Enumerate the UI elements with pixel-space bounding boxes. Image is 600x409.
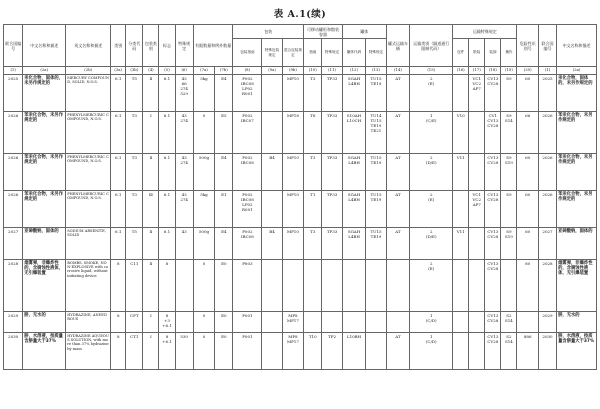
class-cell: 6.1 bbox=[111, 228, 126, 260]
label-cell: 8 +3 +6.1 bbox=[159, 312, 175, 333]
cn-name-right-cell: 苯汞化合物，未另作规定的 bbox=[557, 112, 597, 154]
col-pack-special: 特殊包装规定 bbox=[262, 39, 282, 67]
column-code: (19) bbox=[501, 67, 517, 75]
col-mixed-pack: 混合包装规定 bbox=[282, 39, 303, 67]
column-code: (9b) bbox=[282, 67, 303, 75]
col-sp-bulk: 散装 bbox=[469, 39, 485, 67]
col-limited-excepted: 有限数量和例外数量 bbox=[193, 25, 233, 67]
hazard-id-cell: 60 bbox=[517, 191, 538, 228]
tank-special-provision-cell bbox=[366, 333, 386, 370]
limited-qty-cell: 5kg bbox=[193, 191, 214, 228]
class-cell: 8 bbox=[111, 333, 126, 370]
column-code: (15) bbox=[410, 67, 453, 75]
un-no-cell: 2029 bbox=[4, 312, 23, 333]
mixed-packing-cell: MP18 bbox=[282, 112, 303, 154]
hazard-id-cell: 886 bbox=[517, 333, 538, 370]
excepted-qty-cell: E0 bbox=[215, 333, 233, 370]
class-code-cell: C11 bbox=[126, 260, 143, 312]
tank-special-cell: TP33 bbox=[322, 154, 342, 191]
column-code: (13) bbox=[366, 67, 386, 75]
packing-group-cell: Ⅲ bbox=[143, 191, 159, 228]
packing-special-cell bbox=[262, 112, 282, 154]
tank-code-cell: SGAH L4BH bbox=[342, 191, 366, 228]
tank-instruction-cell: T3 bbox=[304, 75, 322, 112]
cn-name-cell: 肼，无水的 bbox=[23, 312, 66, 333]
packing-group-cell: Ⅰ bbox=[143, 333, 159, 370]
cn-name-right-cell: 肼，水溶液，按质量含肼量大于37% bbox=[557, 333, 597, 370]
sp-operation-cell: S9 S19 bbox=[501, 154, 517, 191]
vehicle-cell bbox=[386, 260, 410, 312]
class-code-cell: T3 bbox=[126, 191, 143, 228]
sp-loading-cell: CV13 CV28 bbox=[485, 154, 501, 191]
en-name-cell: HYDRAZINE AQUEOUS SOLUTION, with more than 37% hydrazine by mass bbox=[66, 333, 111, 370]
packing-group-cell: Ⅱ bbox=[143, 260, 159, 312]
col-packing-group: 包装类别 bbox=[143, 25, 159, 67]
tank-code-cell bbox=[342, 260, 366, 312]
col-class: 类别 bbox=[111, 25, 126, 67]
sp-operation-cell: S9 bbox=[501, 75, 517, 112]
tank-special-cell: TP33 bbox=[322, 75, 342, 112]
class-cell: 6.1 bbox=[111, 154, 126, 191]
tank-special-provision-cell: TU14 TU15 TE19 TE21 bbox=[366, 112, 386, 154]
hazard-id-cell: 66 bbox=[517, 112, 538, 154]
column-code: (14) bbox=[386, 67, 410, 75]
excepted-qty-cell: E0 bbox=[215, 260, 233, 312]
un-no-right-cell: 2026 bbox=[538, 112, 556, 154]
packing-instruction-cell: P001 bbox=[233, 333, 262, 370]
un-no-cell: 2025 bbox=[4, 75, 23, 112]
limited-qty-cell: 0 bbox=[193, 112, 214, 154]
tank-special-provision-cell bbox=[366, 260, 386, 312]
table-row bbox=[4, 228, 597, 260]
column-code: (11) bbox=[322, 67, 342, 75]
excepted-qty-cell: E1 bbox=[215, 191, 233, 228]
limited-qty-cell: 500g bbox=[193, 228, 214, 260]
col-rtank-special: 特殊规定 bbox=[366, 39, 386, 67]
hazard-id-cell: 60 bbox=[517, 154, 538, 191]
column-code: (3b) bbox=[126, 67, 143, 75]
excepted-qty-cell: E4 bbox=[215, 154, 233, 191]
packing-instruction-cell: P002 IBC08 bbox=[233, 228, 262, 260]
sp-bulk-cell: VC1 VC2 AP7 bbox=[469, 191, 485, 228]
vehicle-cell: AT bbox=[386, 75, 410, 112]
label-cell: 6.1 bbox=[159, 154, 175, 191]
sp-operation-cell: S9 S19 bbox=[501, 228, 517, 260]
class-cell: 8 bbox=[111, 312, 126, 333]
tank-special-cell bbox=[322, 312, 342, 333]
packing-group-cell: Ⅱ bbox=[143, 75, 159, 112]
packing-special-cell: B4 bbox=[262, 154, 282, 191]
tank-code-cell: SGAH L4BH bbox=[342, 154, 366, 191]
packing-special-cell bbox=[262, 333, 282, 370]
special-provision-cell: 530 bbox=[175, 333, 193, 370]
sp-packages-cell bbox=[453, 75, 469, 112]
special-provision-cell: 43 274 bbox=[175, 191, 193, 228]
vehicle-cell bbox=[386, 312, 410, 333]
label-cell: 8 bbox=[159, 260, 175, 312]
col-group-tanks: 罐体 bbox=[342, 25, 386, 39]
column-code: (6) bbox=[175, 67, 193, 75]
sp-bulk-cell bbox=[469, 312, 485, 333]
sp-operation-cell: S9 S14 bbox=[501, 112, 517, 154]
col-group-packaging: 包装 bbox=[233, 25, 304, 39]
packing-special-cell: B4 bbox=[262, 228, 282, 260]
sp-loading-cell: CV1 CV13 CV28 bbox=[485, 112, 501, 154]
limited-qty-cell: 5kg bbox=[193, 75, 214, 112]
tank-code-cell: L10BH bbox=[342, 333, 366, 370]
table-row bbox=[4, 260, 597, 312]
cn-name-right-cell: 苯汞化合物，未另作规定的 bbox=[557, 154, 597, 191]
tank-special-provision-cell: TU15 TE19 bbox=[366, 75, 386, 112]
sp-packages-cell bbox=[453, 333, 469, 370]
un-no-right-cell: 2030 bbox=[538, 333, 556, 370]
packing-special-cell bbox=[262, 312, 282, 333]
transport-category-cell: 2 (D/E) bbox=[410, 154, 453, 191]
table-row bbox=[4, 154, 597, 191]
hazard-id-cell: 60 bbox=[517, 75, 538, 112]
col-transport-category: 运输类别（隧道通行限制代码） bbox=[410, 25, 453, 67]
vehicle-cell: AT bbox=[386, 154, 410, 191]
sp-packages-cell: V11 bbox=[453, 228, 469, 260]
column-code: (9a) bbox=[262, 67, 282, 75]
sp-loading-cell: CV13 CV28 bbox=[485, 75, 501, 112]
cn-name-right-cell: 苯汞化合物，未另作规定的 bbox=[557, 191, 597, 228]
tank-instruction-cell: T10 bbox=[304, 333, 322, 370]
vehicle-cell: AT bbox=[386, 112, 410, 154]
mixed-packing-cell: MP10 bbox=[282, 191, 303, 228]
packing-group-cell: Ⅰ bbox=[143, 312, 159, 333]
class-cell: 8 bbox=[111, 260, 126, 312]
un-no-right-cell: 2028 bbox=[538, 260, 556, 312]
col-en-name: 英文名称和描述 bbox=[66, 25, 111, 67]
packing-instruction-cell: P002 IBC08 bbox=[233, 154, 262, 191]
cn-name-right-cell: 汞化合物，固体的，未另作规定的 bbox=[557, 75, 597, 112]
sp-operation-cell: S9 bbox=[501, 191, 517, 228]
column-code: (5) bbox=[159, 67, 175, 75]
hazard-id-cell: 80 bbox=[517, 260, 538, 312]
packing-instruction-cell: P002 IBC08 LP02 R001 bbox=[233, 75, 262, 112]
table-row bbox=[4, 312, 597, 333]
column-code: (12) bbox=[342, 67, 366, 75]
en-name-cell: HYDRAZINE, ANHYDROUS bbox=[66, 312, 111, 333]
transport-category-cell: 2 (E) bbox=[410, 191, 453, 228]
transport-category-cell: 2 (E) bbox=[410, 260, 453, 312]
column-code: (4) bbox=[143, 67, 159, 75]
un-no-right-cell: 2029 bbox=[538, 312, 556, 333]
col-un-no-right: 联合国编号 bbox=[538, 25, 556, 67]
cn-name-cell: 苯汞化合物，未另作规定的 bbox=[23, 112, 66, 154]
sp-loading-cell: CV13 CV28 bbox=[485, 333, 501, 370]
dangerous-goods-table bbox=[3, 24, 597, 370]
sp-bulk-cell bbox=[469, 112, 485, 154]
tank-special-cell bbox=[322, 260, 342, 312]
mixed-packing-cell: MP10 bbox=[282, 154, 303, 191]
tank-special-cell: TP33 bbox=[322, 228, 342, 260]
class-code-cell: T5 bbox=[126, 75, 143, 112]
col-pack-instr: 包装指南 bbox=[233, 39, 262, 67]
un-no-right-cell: 2027 bbox=[538, 228, 556, 260]
table-row bbox=[4, 333, 597, 370]
sp-loading-cell: CV13 CV28 bbox=[485, 191, 501, 228]
col-hazard-id: 危险性识别号 bbox=[517, 25, 538, 67]
transport-category-cell: 1 (C/D) bbox=[410, 333, 453, 370]
tank-code-cell: S10AH L10CH bbox=[342, 112, 366, 154]
sp-bulk-cell bbox=[469, 333, 485, 370]
limited-qty-cell: 0 bbox=[193, 260, 214, 312]
col-tank-special: 特殊规定 bbox=[322, 39, 342, 67]
column-code: (8) bbox=[233, 67, 262, 75]
col-tank-instr: 指南 bbox=[304, 39, 322, 67]
packing-group-cell: Ⅱ bbox=[143, 154, 159, 191]
sp-bulk-cell bbox=[469, 154, 485, 191]
col-sp-operation: 操作 bbox=[501, 39, 517, 67]
packing-group-cell: Ⅰ bbox=[143, 112, 159, 154]
cn-name-cell: 苯汞化合物，未另作规定的 bbox=[23, 191, 66, 228]
column-code: (20) bbox=[517, 67, 538, 75]
packing-instruction-cell: P002 IBC08 LP02 R001 bbox=[233, 191, 262, 228]
en-name-cell: SODIUM ARSENITE, SOLID bbox=[66, 228, 111, 260]
tank-code-cell: SGAH L4BH bbox=[342, 228, 366, 260]
sp-packages-cell bbox=[453, 312, 469, 333]
cn-name-cell: 汞化合物，固体的，未另作规定的 bbox=[23, 75, 66, 112]
column-code: (7b) bbox=[215, 67, 233, 75]
tank-instruction-cell bbox=[304, 312, 322, 333]
tank-instruction-cell: T3 bbox=[304, 154, 322, 191]
sp-operation-cell: S2 S14 bbox=[501, 333, 517, 370]
tank-instruction-cell: T6 bbox=[304, 112, 322, 154]
vehicle-cell: AT bbox=[386, 191, 410, 228]
column-code: (17) bbox=[469, 67, 485, 75]
transport-category-cell: 1 (C/D) bbox=[410, 312, 453, 333]
sp-operation-cell: S2 S14 bbox=[501, 312, 517, 333]
mixed-packing-cell: MP10 bbox=[282, 228, 303, 260]
packing-special-cell bbox=[262, 191, 282, 228]
cn-name-right-cell: 烟雾弹，非爆炸性的，含腐蚀性液体，无引爆装置 bbox=[557, 260, 597, 312]
packing-instruction-cell: P803 bbox=[233, 260, 262, 312]
limited-qty-cell: 0 bbox=[193, 312, 214, 333]
sp-loading-cell: CV13 CV28 bbox=[485, 260, 501, 312]
label-cell: 8 +6.1 bbox=[159, 333, 175, 370]
tank-special-provision-cell: TU15 TE19 bbox=[366, 154, 386, 191]
label-cell: 6.1 bbox=[159, 228, 175, 260]
col-rtank-code: 罐体代码 bbox=[342, 39, 366, 67]
column-code: (2a) bbox=[557, 67, 597, 75]
transport-category-cell: 1 (C/E) bbox=[410, 112, 453, 154]
class-code-cell: CFT bbox=[126, 312, 143, 333]
col-group-special: 运输特殊规定 bbox=[453, 25, 517, 39]
cn-name-cell: 苯汞化合物，未另作规定的 bbox=[23, 154, 66, 191]
sp-bulk-cell bbox=[469, 260, 485, 312]
cn-name-cell: 烟雾弹，非爆炸性的，含腐蚀性液体，无引爆装置 bbox=[23, 260, 66, 312]
sp-packages-cell bbox=[453, 191, 469, 228]
special-provision-cell: 43 bbox=[175, 228, 193, 260]
hazard-id-cell: 60 bbox=[517, 228, 538, 260]
class-cell: 6.1 bbox=[111, 112, 126, 154]
en-name-cell: BOMBS, SMOKE, NON-EXPLOSIVE with corrosive liquid, without initiating device bbox=[66, 260, 111, 312]
vehicle-cell: AT bbox=[386, 228, 410, 260]
sp-packages-cell: V10 bbox=[453, 112, 469, 154]
limited-qty-cell: 500g bbox=[193, 154, 214, 191]
column-code: (2b) bbox=[66, 67, 111, 75]
class-cell: 6.1 bbox=[111, 75, 126, 112]
label-cell: 6.1 bbox=[159, 112, 175, 154]
special-provision-cell: 43 274 bbox=[175, 154, 193, 191]
cn-name-cell: 肼，水溶液，按质量含肼量大于37% bbox=[23, 333, 66, 370]
en-name-cell: MERCURY COMPOUND, SOLID, N.O.S. bbox=[66, 75, 111, 112]
tank-code-cell bbox=[342, 312, 366, 333]
column-code: (7a) bbox=[193, 67, 214, 75]
col-sp-packages: 包件 bbox=[453, 39, 469, 67]
sp-packages-cell: V11 bbox=[453, 154, 469, 191]
class-code-cell: T3 bbox=[126, 112, 143, 154]
special-provision-cell: 43 274 bbox=[175, 112, 193, 154]
col-labels: 标志 bbox=[159, 25, 175, 67]
en-name-cell: PHENYLMERCURIC COMPOUND, N.O.S. bbox=[66, 191, 111, 228]
label-cell: 6.1 bbox=[159, 191, 175, 228]
tank-special-cell: TP33 bbox=[322, 191, 342, 228]
tank-special-cell: TP2 bbox=[322, 333, 342, 370]
tank-special-provision-cell: TU15 TE19 bbox=[366, 228, 386, 260]
table-row bbox=[4, 112, 597, 154]
special-provision-cell bbox=[175, 260, 193, 312]
tank-instruction-cell: T1 bbox=[304, 191, 322, 228]
col-special-provisions: 特殊规定 bbox=[175, 25, 193, 67]
col-vehicle: 罐式运输车辆 bbox=[386, 25, 410, 67]
label-cell: 6.1 bbox=[159, 75, 175, 112]
en-name-cell: PHENYLMERCURIC COMPOUND, N.O.S. bbox=[66, 154, 111, 191]
class-code-cell: T3 bbox=[126, 154, 143, 191]
column-code: (10) bbox=[304, 67, 322, 75]
vehicle-cell: AT bbox=[386, 333, 410, 370]
excepted-qty-cell: E4 bbox=[215, 228, 233, 260]
table-body bbox=[4, 75, 597, 370]
cn-name-right-cell: 肼，无水的 bbox=[557, 312, 597, 333]
special-provision-cell: 43 66 274 529 bbox=[175, 75, 193, 112]
un-no-cell: 2027 bbox=[4, 228, 23, 260]
tank-special-provision-cell: TU15 TE19 bbox=[366, 191, 386, 228]
table-row bbox=[4, 191, 597, 228]
column-code: (1) bbox=[538, 67, 556, 75]
tank-special-cell: TP33 bbox=[322, 112, 342, 154]
tank-instruction-cell: T3 bbox=[304, 228, 322, 260]
tank-instruction-cell bbox=[304, 260, 322, 312]
mixed-packing-cell bbox=[282, 260, 303, 312]
packing-group-cell: Ⅱ bbox=[143, 228, 159, 260]
col-cn-name-right: 中文名称和描述 bbox=[557, 25, 597, 67]
excepted-qty-cell: E0 bbox=[215, 312, 233, 333]
un-no-right-cell: 2025 bbox=[538, 75, 556, 112]
un-no-right-cell: 2026 bbox=[538, 154, 556, 191]
transport-category-cell: 2 (E) bbox=[410, 75, 453, 112]
special-provision-cell bbox=[175, 312, 193, 333]
tank-code-cell: SGAH L4BH bbox=[342, 75, 366, 112]
packing-special-cell bbox=[262, 260, 282, 312]
column-code: (3a) bbox=[111, 67, 126, 75]
un-no-right-cell: 2026 bbox=[538, 191, 556, 228]
col-un-no: 联合国编号 bbox=[4, 25, 23, 67]
column-code: (2a) bbox=[23, 67, 66, 75]
column-code: (18) bbox=[485, 67, 501, 75]
col-sp-loading: 装卸 bbox=[485, 39, 501, 67]
sp-bulk-cell bbox=[469, 228, 485, 260]
un-no-cell: 2026 bbox=[4, 191, 23, 228]
column-code: (16) bbox=[453, 67, 469, 75]
col-cn-name: 中文名称和描述 bbox=[23, 25, 66, 67]
table-row bbox=[4, 75, 597, 112]
un-no-cell: 2028 bbox=[4, 260, 23, 312]
limited-qty-cell: 0 bbox=[193, 333, 214, 370]
sp-bulk-cell: VC1 VC2 AP7 bbox=[469, 75, 485, 112]
class-code-cell: T5 bbox=[126, 228, 143, 260]
column-code-row bbox=[4, 67, 597, 75]
col-class-code: 分类代码 bbox=[126, 25, 143, 67]
sp-loading-cell: CV13 CV28 bbox=[485, 228, 501, 260]
packing-instruction-cell: P001 bbox=[233, 312, 262, 333]
cn-name-cell: 亚砷酸钠，固体的 bbox=[23, 228, 66, 260]
sp-loading-cell: CV13 CV28 bbox=[485, 312, 501, 333]
transport-category-cell: 2 (D/E) bbox=[410, 228, 453, 260]
column-code: (1) bbox=[4, 67, 23, 75]
sp-packages-cell bbox=[453, 260, 469, 312]
mixed-packing-cell: MP8 MP17 bbox=[282, 312, 303, 333]
sp-operation-cell bbox=[501, 260, 517, 312]
packing-instruction-cell: P002 IBC07 bbox=[233, 112, 262, 154]
excepted-qty-cell: E4 bbox=[215, 75, 233, 112]
excepted-qty-cell: E5 bbox=[215, 112, 233, 154]
cn-name-right-cell: 亚砷酸钠，固体的 bbox=[557, 228, 597, 260]
mixed-packing-cell: MP10 bbox=[282, 75, 303, 112]
header-row-1 bbox=[4, 25, 597, 39]
class-code-cell: CT1 bbox=[126, 333, 143, 370]
un-no-cell: 2030 bbox=[4, 333, 23, 370]
mixed-packing-cell: MP8 MP17 bbox=[282, 333, 303, 370]
table-title: 表 A.1(续) bbox=[273, 9, 327, 20]
en-name-cell: PHENYLMERCURIC COMPOUND, N.O.S. bbox=[66, 112, 111, 154]
packing-special-cell bbox=[262, 75, 282, 112]
tank-special-provision-cell bbox=[366, 312, 386, 333]
class-cell: 6.1 bbox=[111, 191, 126, 228]
hazard-id-cell bbox=[517, 312, 538, 333]
un-no-cell: 2026 bbox=[4, 154, 23, 191]
un-no-cell: 2026 bbox=[4, 112, 23, 154]
col-group-portable-tanks: 可移动罐柜和散装容器 bbox=[304, 25, 343, 39]
